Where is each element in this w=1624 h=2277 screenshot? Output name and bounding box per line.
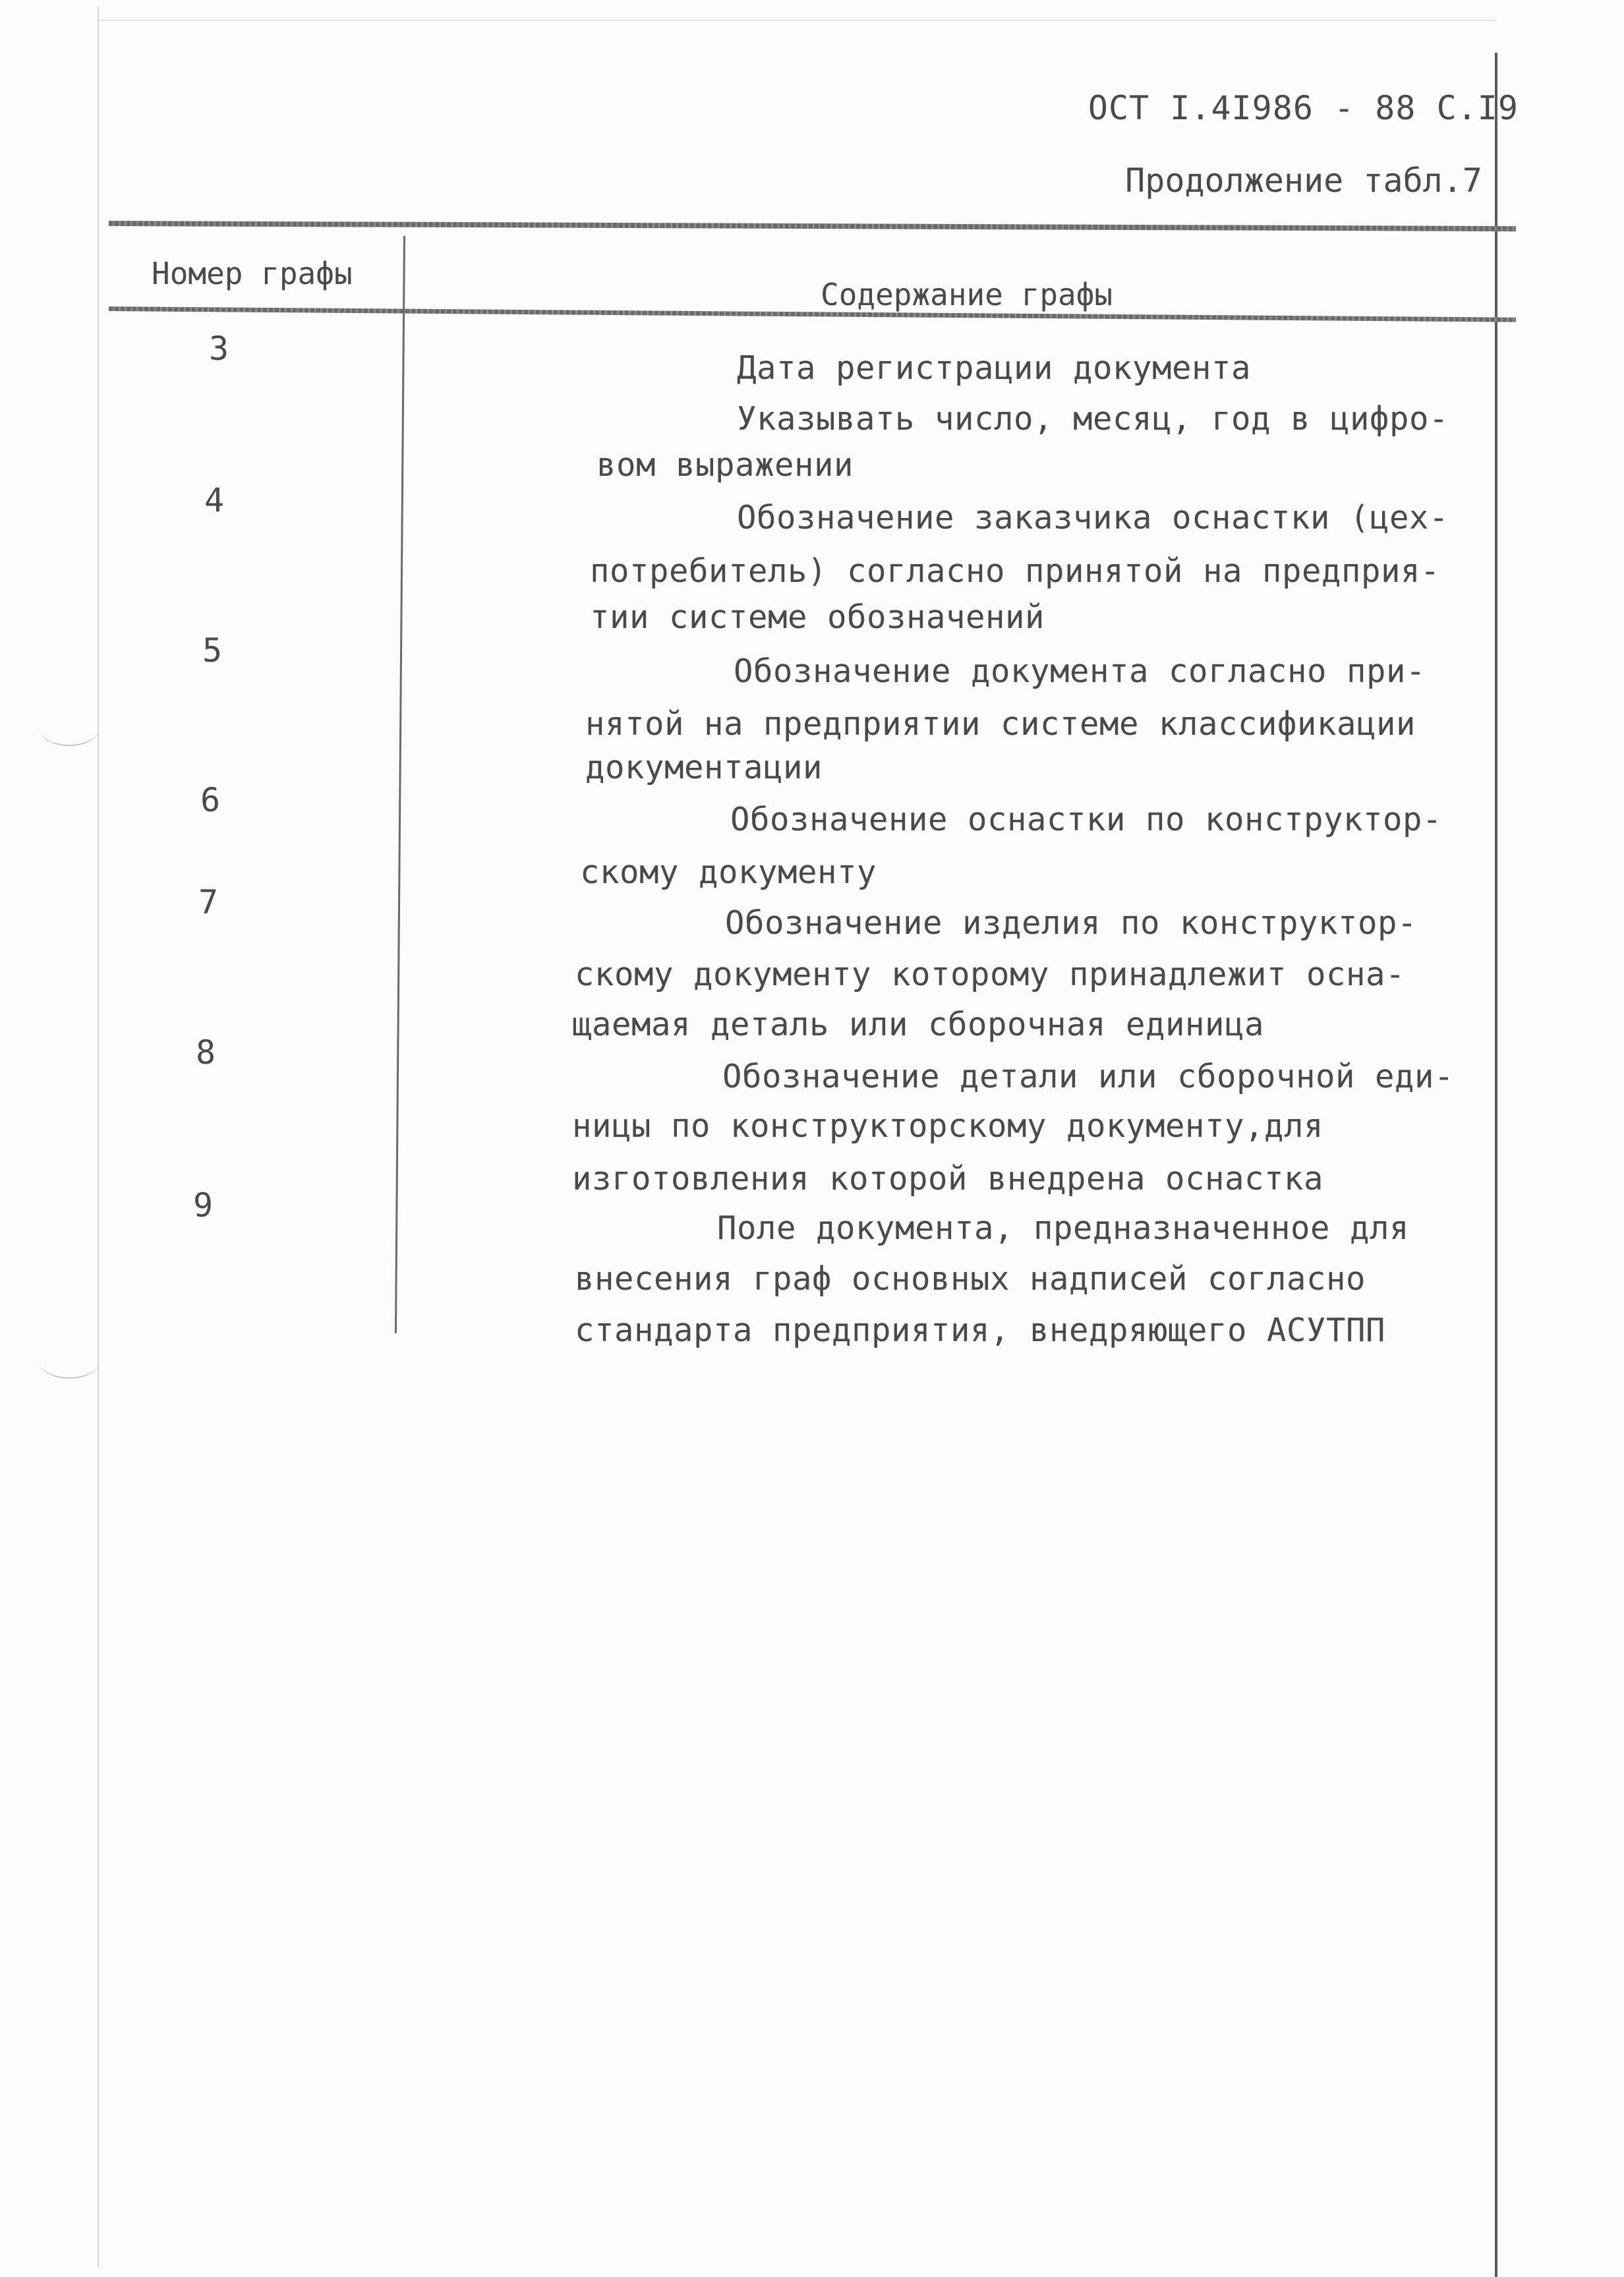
table-header-rule	[109, 306, 1516, 322]
row-number: 3	[208, 330, 229, 368]
page-frame-left	[98, 7, 99, 2267]
row-text-line: скому документу	[580, 853, 877, 891]
row-text-line: Дата регистрации документа	[737, 349, 1252, 387]
column-header-content: Содержание графы	[821, 277, 1113, 312]
row-text-line: Указывать число, месяц, год в цифро-	[737, 400, 1449, 438]
row-text-line: щаемая деталь или сборочная единица	[572, 1006, 1265, 1043]
row-text-line: Обозначение заказчика оснастки (цех-	[737, 499, 1449, 536]
page-frame-top	[99, 20, 1496, 21]
document-code: ОСТ I.4I986 - 88 С.I9	[1088, 89, 1519, 127]
row-number: 9	[192, 1186, 214, 1225]
row-text-line: тии системе обозначений	[590, 598, 1045, 636]
row-text-line: внесения граф основных надписей согласно	[575, 1260, 1366, 1298]
row-number: 8	[195, 1033, 216, 1072]
page-frame-right	[1495, 53, 1497, 2277]
table-continuation-label: Продолжение табл.7	[1125, 161, 1482, 200]
row-text-line: документации	[585, 749, 823, 786]
punch-hole	[40, 1344, 99, 1379]
row-text-line: ницы по конструкторскому документу,для	[572, 1107, 1324, 1145]
row-text-line: Обозначение документа согласно при-	[734, 652, 1426, 690]
row-number: 4	[204, 481, 225, 519]
row-text-line: Поле документа, предназначенное для	[717, 1209, 1410, 1247]
row-text-line: вом выражении	[596, 446, 854, 484]
row-text-line: стандарта предприятия, внедряющего АСУТПП	[575, 1311, 1386, 1349]
row-number: 7	[198, 883, 219, 921]
row-text-line: изготовления которой внедрена оснастка	[572, 1160, 1324, 1197]
row-text-line: потребитель) согласно принятой на предприя-	[590, 552, 1441, 590]
column-header-number: Номер графы	[152, 256, 353, 291]
table-column-divider	[395, 236, 405, 1333]
row-text-line: Обозначение оснастки по конструктор-	[730, 801, 1443, 838]
row-number: 6	[200, 781, 221, 819]
row-text-line: скому документу которому принадлежит осна-	[575, 956, 1406, 993]
table-top-rule	[109, 221, 1516, 231]
row-number: 5	[202, 631, 223, 670]
row-text-line: нятой на предприятии системе классификации	[585, 705, 1416, 743]
punch-hole	[40, 712, 99, 746]
row-text-line: Обозначение изделия по конструктор-	[725, 904, 1418, 942]
row-text-line: Обозначение детали или сборочной еди-	[722, 1058, 1455, 1095]
